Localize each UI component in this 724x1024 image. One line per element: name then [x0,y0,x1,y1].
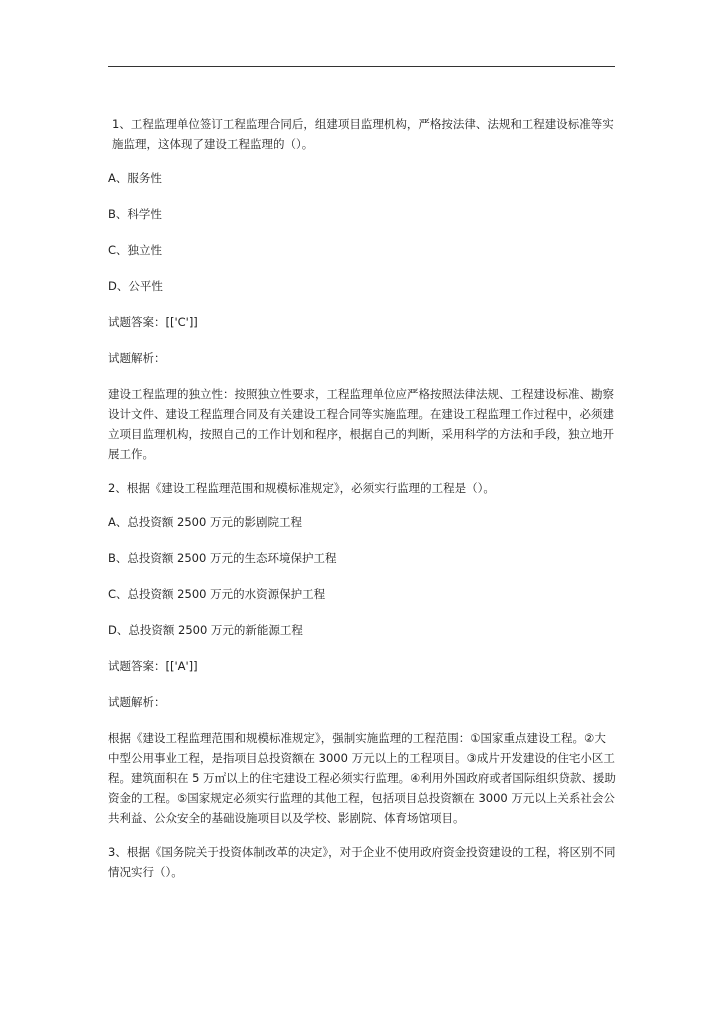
question-1-option-d: D、公平性 [108,279,163,293]
question-2-option-c: C、总投资额 2500 万元的水资源保护工程 [108,587,326,601]
question-2-option-a: A、总投资额 2500 万元的影剧院工程 [108,515,302,529]
question-2-analysis-label: 试题解析： [108,695,166,709]
header-rule [108,66,615,67]
question-1-option-b: B、科学性 [108,207,162,221]
question-3-stem: 3、根据《国务院关于投资体制改革的决定》，对于企业不使用政府资金投资建设的工程，将区别不同情况实行（）。 [108,845,616,879]
document-body [108,114,616,896]
question-1-stem: 1、工程监理单位签订工程监理合同后，组建项目监理机构，严格按法律、法规和工程建设标准等实施监理，这体现了建设工程监理的（）。 [112,117,614,151]
question-1-option-a: A、服务性 [108,171,162,185]
question-2-option-b: B、总投资额 2500 万元的生态环境保护工程 [108,551,337,565]
question-1-option-c: C、独立性 [108,243,163,257]
question-1-answer: 试题答案：[['C']] [108,315,198,329]
question-2-stem: 2、根据《建设工程监理范围和规模标准规定》，必须实行监理的工程是（）。 [108,481,495,495]
question-1-analysis-label: 试题解析： [108,351,166,365]
question-2-option-d: D、总投资额 2500 万元的新能源工程 [108,623,303,637]
question-2-answer: 试题答案：[['A']] [108,659,198,673]
question-2-analysis: 根据《建设工程监理范围和规模标准规定》，强制实施监理的工程范围：①国家重点建设工程。②大中型公用事业工程，是指项目总投资额在 3000 万元以上的工程项目。③成片开发建设的住宅小区工程。建筑面积在 5 万㎡以上的住宅建设工程必须实行监理。④利用外国政府或者国际组织贷款、援助资金的工程。⑤国家规定必须实行监理的其他工程，包括项目总投资额在 3000 万元以上关系社会公共利益、公众安全的基础设施项目以及学校、影剧院、体育场馆项目。 [108,731,616,825]
question-1-analysis: 建设工程监理的独立性：按照独立性要求，工程监理单位应严格按照法律法规、工程建设标准、勘察设计文件、建设工程监理合同及有关建设工程合同等实施监理。在建设工程监理工作过程中，必须建立项目监理机构，按照自己的工作计划和程序，根据自己的判断，采用科学的方法和手段，独立地开展工作。 [108,387,614,461]
